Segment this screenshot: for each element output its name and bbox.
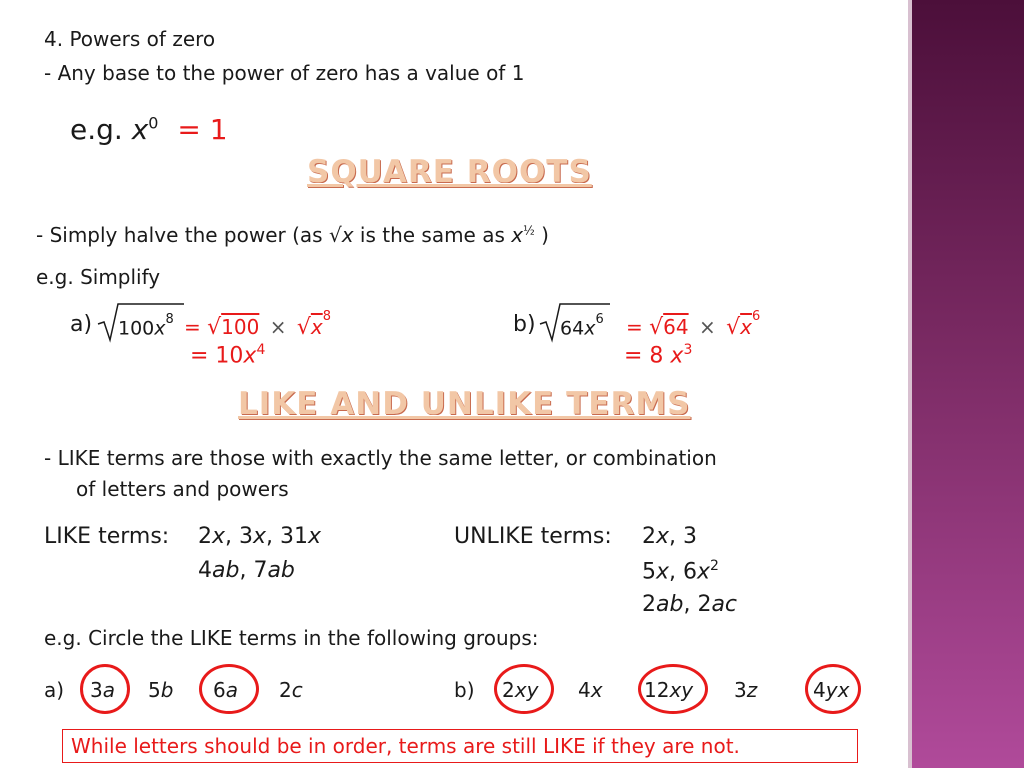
unlike-terms-label: UNLIKE terms:	[454, 524, 612, 549]
like-terms-label: LIKE terms:	[44, 524, 170, 549]
powers-heading: 4. Powers of zero	[44, 27, 216, 51]
like-terms-row1: 2x, 3x, 31x	[198, 524, 322, 549]
square-roots-eg: e.g. Simplify	[36, 265, 161, 289]
group-a-term: 6a	[213, 678, 238, 702]
group-a-term: 2c	[279, 678, 303, 702]
circle-example-instruction: e.g. Circle the LIKE terms in the following groups:	[44, 626, 539, 650]
group-b-term: 4x	[578, 678, 603, 702]
powers-example	[70, 113, 228, 146]
unlike-terms-row1: 2x, 3	[642, 524, 698, 549]
like-terms-rule-line2: of letters and powers	[76, 477, 289, 501]
unlike-terms-row2: 5x, $6x^2$	[642, 558, 719, 585]
eg-exp: 0	[148, 113, 159, 133]
circle-mark	[199, 664, 259, 714]
example-b-label: b)	[513, 312, 536, 337]
circle-mark	[638, 664, 708, 714]
example-b-step1: = $√64 \times √x^6$	[626, 309, 761, 340]
like-terms-row2: 4ab, 7ab	[198, 558, 295, 583]
group-a-term: 5b	[148, 678, 174, 702]
example-b-expr: $64x^6$	[560, 312, 604, 340]
eg-result: = 1	[177, 113, 228, 146]
group-a-term: 3a	[90, 678, 115, 702]
group-b-term: 12xy	[644, 678, 694, 702]
circle-mark	[494, 664, 554, 714]
group-b-term: 3z	[734, 678, 758, 702]
eg-prefix: e.g.	[70, 113, 123, 146]
example-a-step2: = $10x^4$	[190, 342, 266, 369]
group-b-term: 2xy	[502, 678, 539, 702]
like-terms-title: LIKE AND UNLIKE TERMS	[238, 386, 691, 422]
note-text: While letters should be in order, terms are still LIKE if they are not.	[71, 734, 740, 758]
square-roots-rule: - Simply halve the power (as √x is the same as $x^{\frac{1}{2}}$ )	[36, 223, 549, 247]
example-a-expr: $100x^8$	[118, 312, 174, 340]
group-b-term: 4yx	[813, 678, 850, 702]
square-roots-title: SQUARE ROOTS	[307, 154, 592, 190]
example-b-step2: = 8 $x^3$	[624, 342, 693, 369]
like-terms-rule-line1: - LIKE terms are those with exactly the same letter, or combination	[44, 446, 717, 470]
example-a-label: a)	[70, 312, 93, 337]
group-a-label: a)	[44, 678, 65, 702]
circle-mark	[80, 664, 130, 714]
eg-base: x	[131, 113, 149, 146]
circle-mark	[805, 664, 861, 714]
note-box	[62, 729, 858, 763]
example-a-step1: = $√100 \times √x^8$	[184, 309, 331, 340]
decorative-sidebar	[912, 0, 1024, 768]
unlike-terms-row3: 2ab, 2ac	[642, 592, 738, 617]
group-b-label: b)	[454, 678, 475, 702]
powers-rule: - Any base to the power of zero has a value of 1	[44, 61, 525, 85]
